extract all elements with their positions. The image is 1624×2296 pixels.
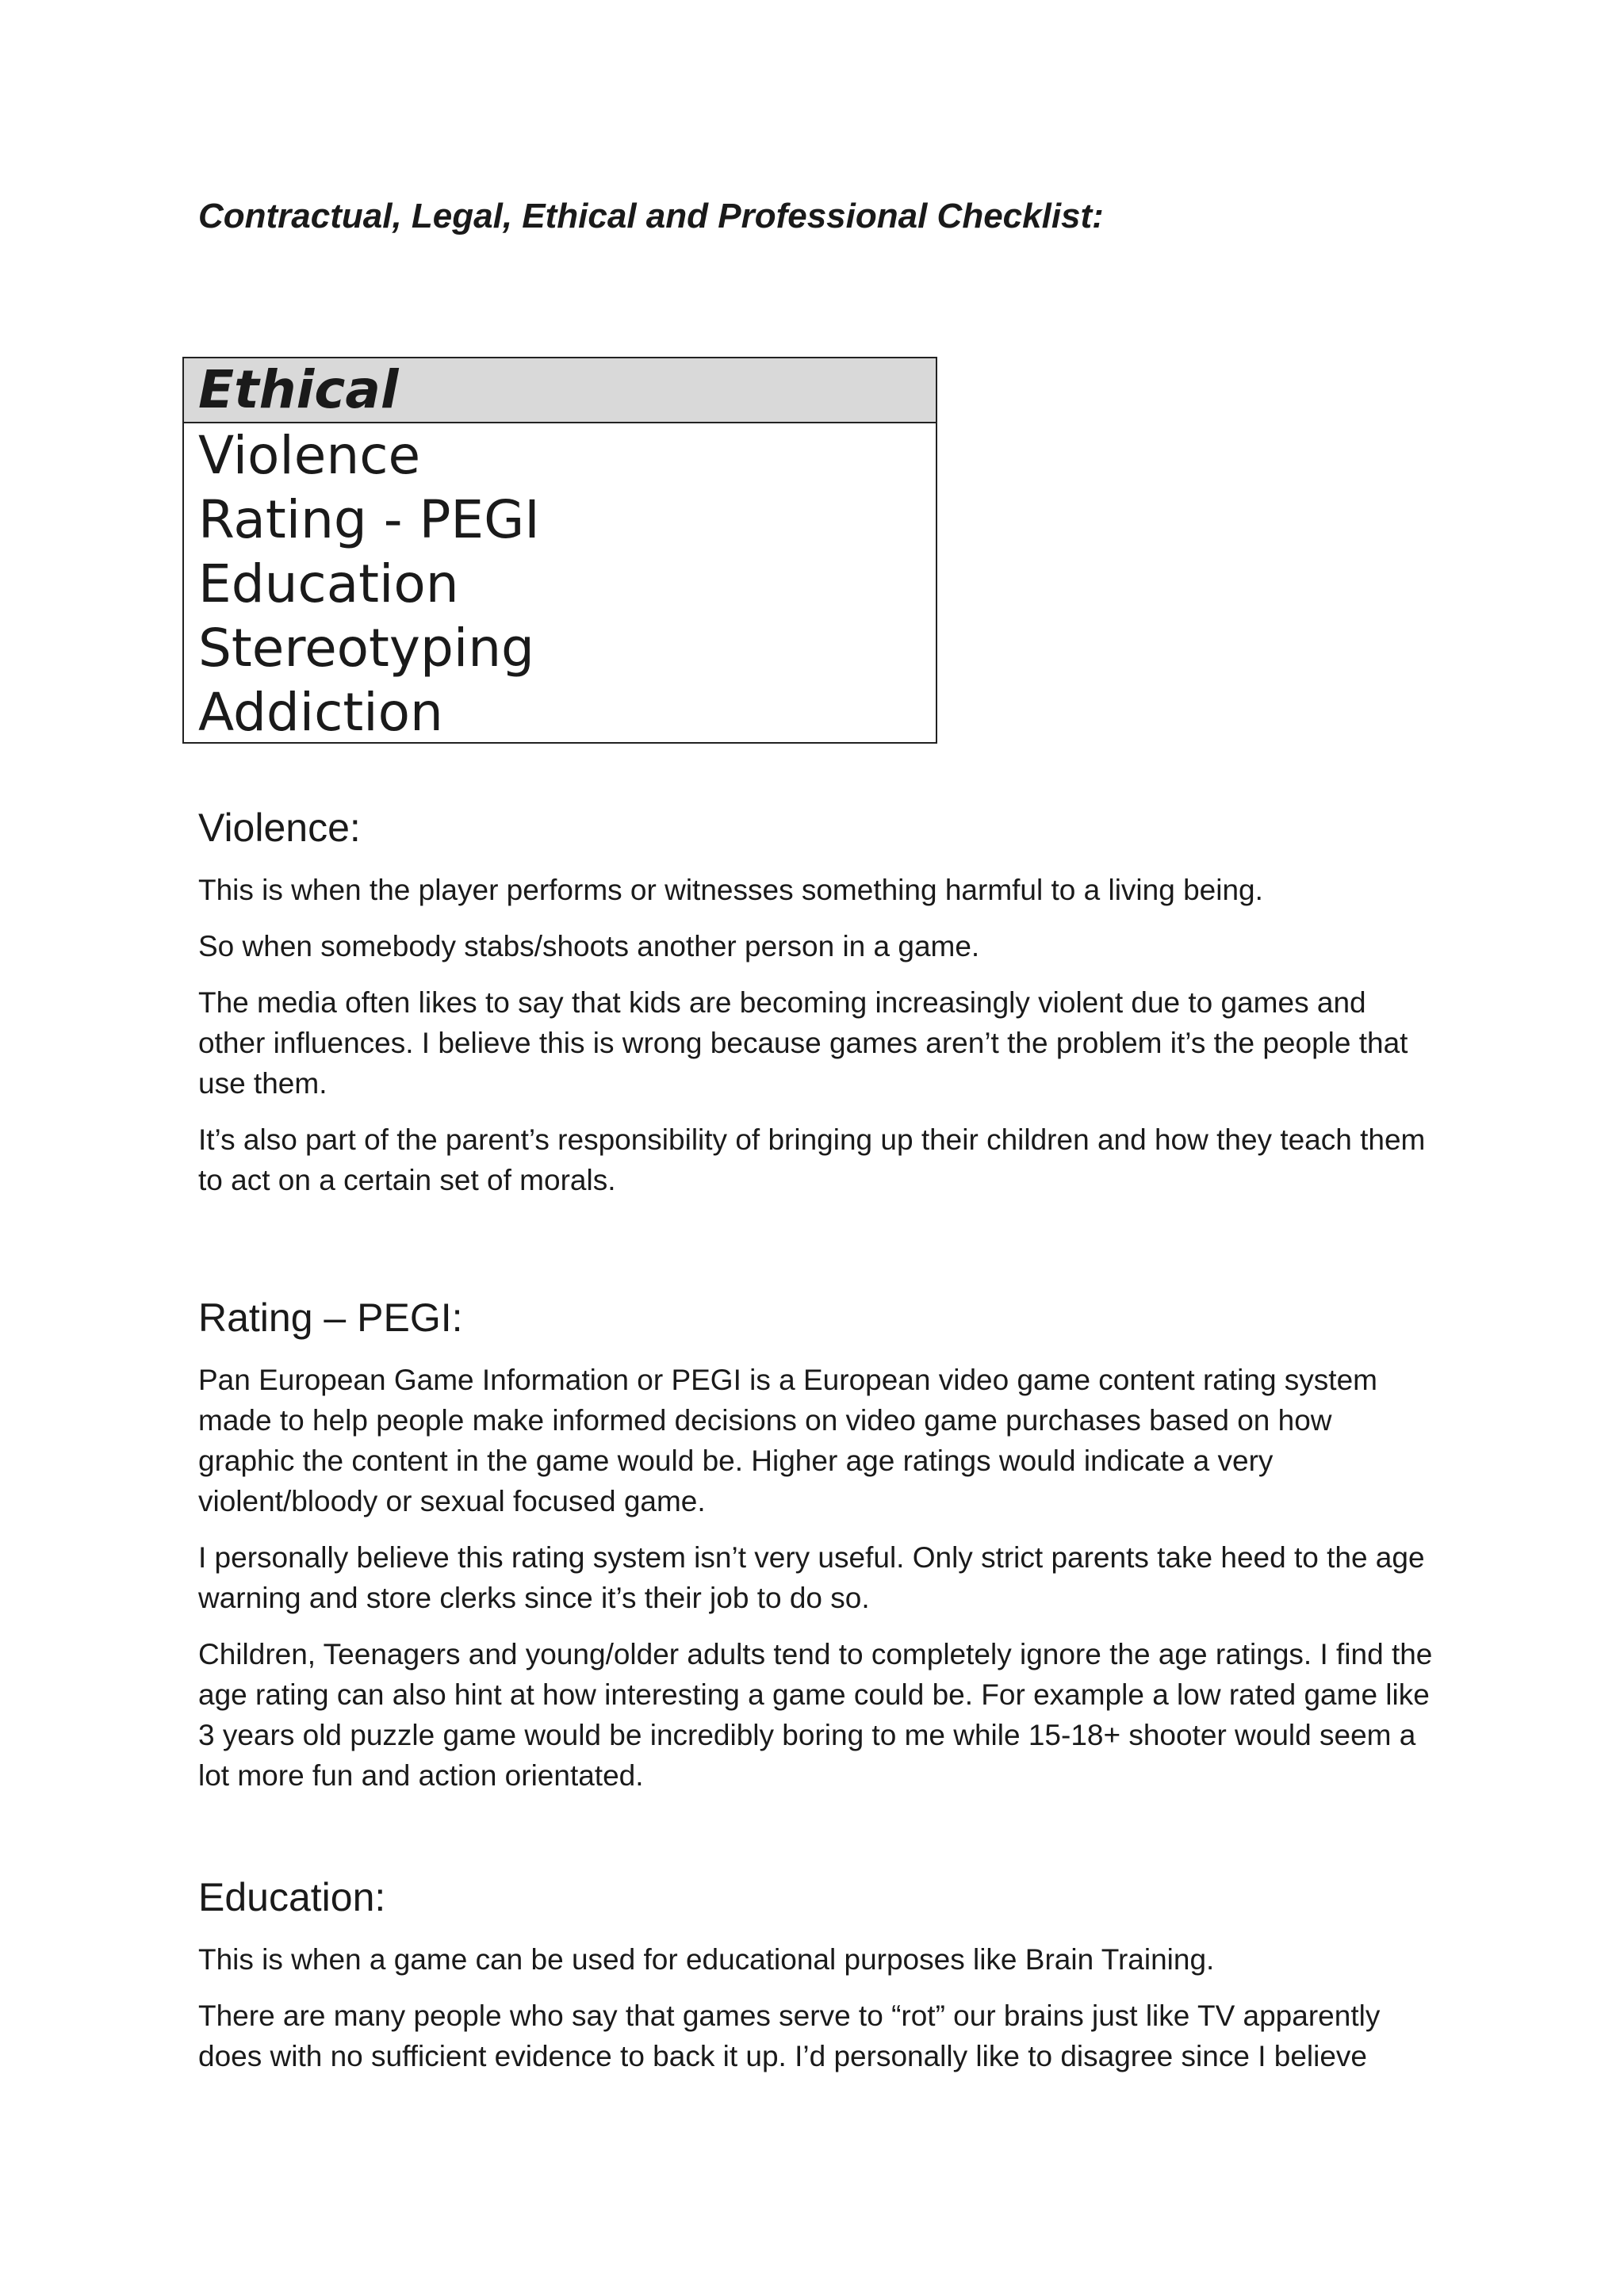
- paragraph: This is when a game can be used for educational purposes like Brain Training.: [198, 1943, 1215, 1976]
- paragraph: So when somebody stabs/shoots another person in a game.: [198, 930, 980, 962]
- section-rating-pegi: [198, 1293, 1435, 1812]
- ethical-checklist-table: [182, 357, 937, 744]
- section-education: [198, 1873, 1435, 2092]
- section-violence: [198, 803, 1435, 1216]
- checklist-item-rating: Rating - PEGI: [198, 489, 540, 550]
- checklist-item-addiction: Addiction: [198, 682, 443, 743]
- paragraph: Pan European Game Information or PEGI is a European video game content rating system made to help people make informed decisions on video game purchases based on how graphic the content in the game would be. Higher age ratings would indicate a very violent/bloody or sexual focused game.: [198, 1364, 1377, 1517]
- document-title: Contractual, Legal, Ethical and Professional Checklist:: [198, 197, 1104, 235]
- paragraph: Children, Teenagers and young/older adults tend to completely ignore the age ratings. I find the age rating can also hint at how interesting a game could be. For example a low rated game like 3 years old puzzle game would be incredibly boring to me while 15-18+ shooter would seem a lot more fun and action orientated.: [198, 1638, 1433, 1792]
- paragraph: It’s also part of the parent’s responsibility of bringing up their children and how they teach them to act on a certain set of morals.: [198, 1123, 1426, 1196]
- section-heading: Violence:: [198, 806, 361, 850]
- checklist-item-stereotyping: Stereotyping: [198, 618, 534, 679]
- paragraph: The media often likes to say that kids are becoming increasingly violent due to games and other influences. I believe this is wrong because games aren’t the problem it’s the people that use them.: [198, 986, 1408, 1100]
- paragraph: I personally believe this rating system isn’t very useful. Only strict parents take heed to the age warning and store clerks since it’s their job to do so.: [198, 1541, 1425, 1614]
- checklist-items: [184, 423, 936, 744]
- checklist-header: Ethical: [184, 358, 936, 423]
- paragraph: This is when the player performs or witnesses something harmful to a living being.: [198, 874, 1263, 906]
- section-heading: Rating – PEGI:: [198, 1295, 463, 1340]
- section-heading: Education:: [198, 1875, 386, 1919]
- paragraph: There are many people who say that games serve to “rot” our brains just like TV apparently does with no sufficient evidence to back it up. I’d personally like to disagree since I believe: [198, 1999, 1381, 2072]
- checklist-item-violence: Violence: [198, 425, 421, 486]
- checklist-item-education: Education: [198, 553, 459, 614]
